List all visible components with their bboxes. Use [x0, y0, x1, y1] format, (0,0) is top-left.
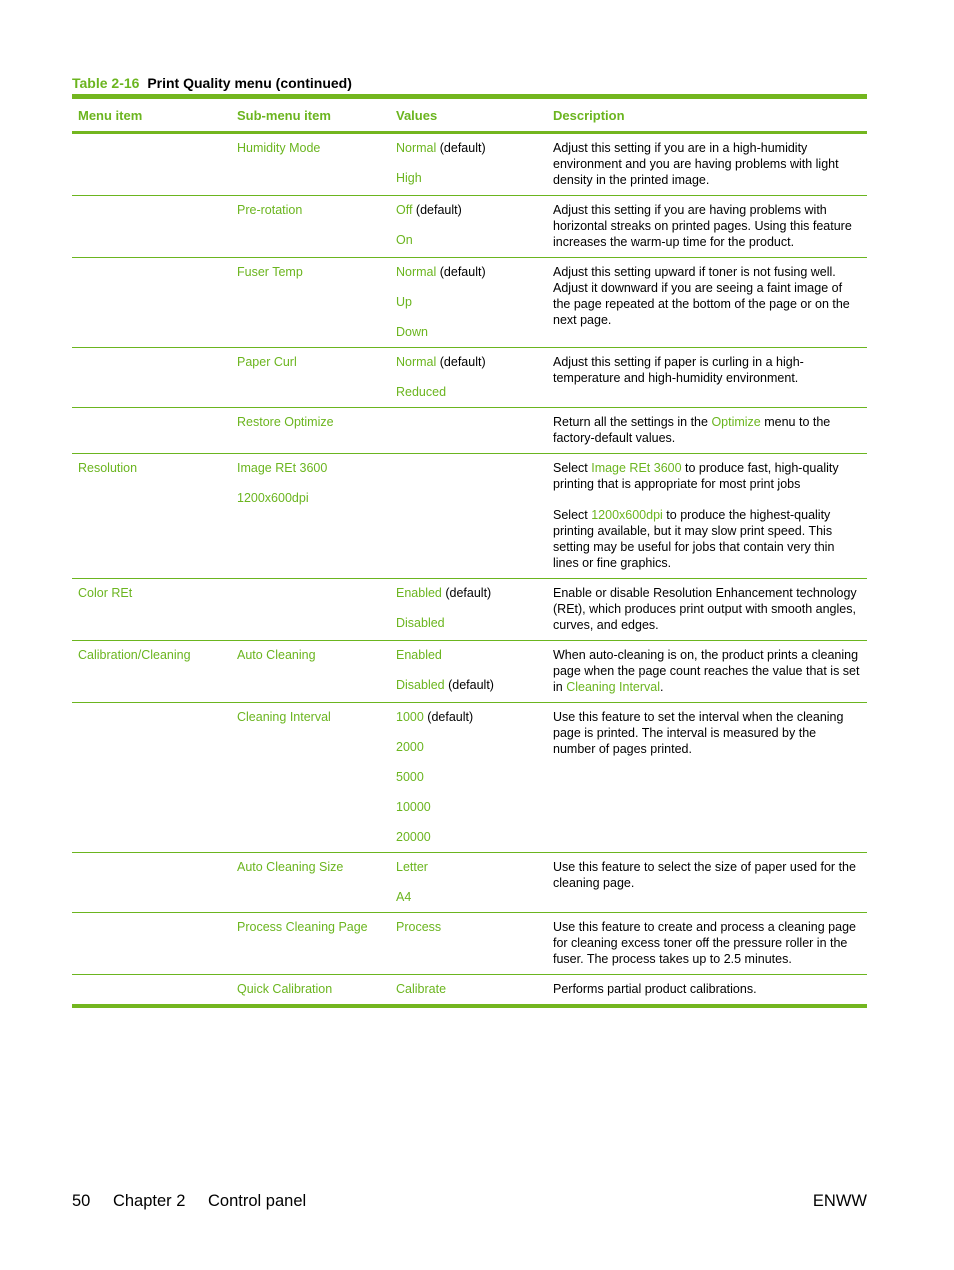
description-cell [547, 913, 867, 975]
value-option: 5000 [396, 770, 424, 784]
description-cell [547, 975, 867, 1007]
description-paragraph [553, 859, 861, 891]
footer-right: ENWW [812, 1192, 867, 1210]
value-option: Normal [396, 141, 437, 155]
menu-item: Calibration/Cleaning [78, 648, 191, 662]
description-text: Use this feature to create and process a cleaning page for cleaning excess toner off the pressure roller in the fuser. The process takes up to 2.5 minutes. [553, 920, 856, 966]
value-default-note: (default) [436, 265, 486, 279]
sub-menu-item: Restore Optimize [237, 415, 334, 429]
description-paragraph [553, 202, 861, 250]
description-paragraph [553, 414, 861, 446]
value-option: Disabled [396, 616, 445, 630]
description-text: Performs partial product calibrations. [553, 982, 757, 996]
value-option: Disabled [396, 678, 445, 692]
value-line [396, 859, 541, 875]
value-option: 1000 [396, 710, 424, 724]
description-paragraph [553, 585, 861, 633]
chapter-label: Chapter 2 [112, 1192, 186, 1210]
description-cell [547, 348, 867, 408]
value-default-note: (default) [444, 678, 494, 692]
description-text: Adjust this setting upward if toner is not fusing well. Adjust it downward if you are seeing a faint image of the page repeated at the bottom of the page or on the next page. [553, 265, 850, 327]
header-menu-item: Menu item [72, 97, 231, 133]
description-text: Use this feature to select the size of paper used for the cleaning page. [553, 860, 856, 890]
value-line [396, 709, 541, 725]
sub-menu-cell [231, 853, 390, 913]
value-option: A4 [396, 890, 412, 904]
value-option: Normal [396, 265, 437, 279]
value-line [396, 829, 541, 845]
value-default-note: (default) [412, 203, 462, 217]
description-cell [547, 454, 867, 579]
menu-item-cell [72, 133, 231, 196]
sub-menu-item: Auto Cleaning [237, 648, 316, 662]
sub-menu-cell [231, 348, 390, 408]
table-row [72, 913, 867, 975]
description-paragraph [553, 647, 861, 695]
table-row [72, 133, 867, 196]
description-cell [547, 258, 867, 348]
values-cell [390, 454, 547, 579]
description-paragraph [553, 140, 861, 188]
description-text: Enable or disable Resolution Enhancement technology (REt), which produces print output with smooth angles, curves, and edges. [553, 586, 857, 632]
menu-item: Color REt [78, 586, 133, 600]
value-line [396, 294, 541, 310]
sub-menu-cell [231, 133, 390, 196]
table-row [72, 348, 867, 408]
table-header-row [72, 97, 867, 133]
description-cell [547, 853, 867, 913]
description-paragraph [553, 981, 861, 997]
table-row [72, 454, 867, 579]
values-cell [390, 196, 547, 258]
value-option: Up [396, 295, 412, 309]
value-option: Down [396, 325, 428, 339]
value-option: Off [396, 203, 413, 217]
sub-menu-cell [231, 641, 390, 703]
value-option: Enabled [396, 586, 442, 600]
description-link-text: Optimize [711, 415, 761, 429]
table-title: Print Quality menu (continued) [147, 75, 352, 91]
description-text: Adjust this setting if you are in a high-humidity environment and you are having problems with light density in the printed image. [553, 141, 839, 187]
values-cell [390, 258, 547, 348]
table-body [72, 133, 867, 1007]
description-link-text: 1200x600dpi [591, 508, 663, 522]
sub-menu-item: Fuser Temp [237, 265, 303, 279]
value-line [396, 769, 541, 785]
menu-item-cell [72, 579, 231, 641]
description-cell [547, 408, 867, 454]
value-line [396, 264, 541, 280]
description-cell [547, 641, 867, 703]
table-row [72, 579, 867, 641]
sub-menu-item: Image REt 3600 [237, 461, 328, 475]
sub-menu-item: Pre-rotation [237, 203, 303, 217]
value-default-note: (default) [436, 141, 486, 155]
table-row [72, 196, 867, 258]
menu-item-cell [72, 913, 231, 975]
description-text: Adjust this setting if you are having problems with horizontal streaks on printed pages. Using this feature increases the warm-up time for the product. [553, 203, 852, 249]
value-option: Enabled [396, 648, 442, 662]
value-option: Normal [396, 355, 437, 369]
sub-menu-item: Process Cleaning Page [237, 920, 368, 934]
description-text: . [660, 680, 664, 694]
menu-item-cell [72, 975, 231, 1007]
value-line [396, 354, 541, 370]
description-cell [547, 196, 867, 258]
value-line [396, 615, 541, 631]
description-text: Adjust this setting if paper is curling in a high-temperature and high-humidity environment. [553, 355, 804, 385]
value-option: High [396, 171, 422, 185]
value-line [396, 585, 541, 601]
description-link-text: Cleaning Interval [566, 680, 661, 694]
values-cell [390, 703, 547, 853]
menu-item-cell [72, 853, 231, 913]
description-paragraph [553, 354, 861, 386]
values-cell [390, 641, 547, 703]
value-default-note: (default) [423, 710, 474, 724]
sub-menu-item: Paper Curl [237, 355, 297, 369]
description-paragraph [553, 919, 861, 967]
description-cell [547, 133, 867, 196]
section-label: Control panel [208, 1192, 307, 1210]
value-line [396, 232, 541, 248]
sub-menu-cell [231, 196, 390, 258]
values-cell [390, 133, 547, 196]
description-paragraph [553, 460, 861, 492]
values-cell [390, 408, 547, 454]
sub-menu-cell [231, 454, 390, 579]
menu-item-cell [72, 408, 231, 454]
menu-item-cell [72, 703, 231, 853]
description-text: to produce fast, high-quality printing that is appropriate for most print jobs [553, 461, 839, 491]
value-option: Calibrate [396, 982, 447, 996]
value-line [396, 170, 541, 186]
table-row [72, 408, 867, 454]
sub-menu-item: 1200x600dpi [237, 491, 309, 505]
description-text: Select [553, 508, 592, 522]
description-paragraph [553, 709, 861, 757]
value-line [396, 739, 541, 755]
sub-menu-item: Quick Calibration [237, 982, 333, 996]
value-option: On [396, 233, 413, 247]
description-text: to produce the highest-quality printing available, but it may slow print speed. This setting may be useful for jobs that contain very thin lines or fine graphics. [553, 508, 835, 570]
menu-item-cell [72, 348, 231, 408]
sub-menu-item: Cleaning Interval [237, 710, 331, 724]
sub-menu-cell [231, 913, 390, 975]
sub-menu-item: Humidity Mode [237, 141, 321, 155]
value-option: Letter [396, 860, 428, 874]
values-cell [390, 853, 547, 913]
page-number: 50 [72, 1192, 91, 1210]
value-default-note: (default) [436, 355, 486, 369]
value-line [396, 919, 541, 935]
value-line [396, 799, 541, 815]
value-option: 2000 [396, 740, 424, 754]
menu-item-cell [72, 641, 231, 703]
value-line [396, 384, 541, 400]
sub-menu-cell [231, 975, 390, 1007]
sub-menu-cell [231, 703, 390, 853]
description-text: Select [553, 461, 592, 475]
value-line [396, 647, 541, 663]
description-paragraph [553, 507, 861, 571]
menu-item-cell [72, 196, 231, 258]
value-option: Process [396, 920, 442, 934]
menu-item-cell [72, 258, 231, 348]
sub-menu-cell [231, 579, 390, 641]
table-caption [72, 75, 352, 91]
table-row [72, 853, 867, 913]
values-cell [390, 348, 547, 408]
value-option: 20000 [396, 830, 431, 844]
table-row [72, 258, 867, 348]
menu-item-cell [72, 454, 231, 579]
sub-menu-cell [231, 258, 390, 348]
value-line [396, 324, 541, 340]
description-text: menu to the factory-default values. [553, 415, 831, 445]
values-cell [390, 579, 547, 641]
description-text: Return all the settings in the [553, 415, 712, 429]
value-default-note: (default) [441, 586, 492, 600]
header-sub-menu-item: Sub-menu item [231, 97, 390, 133]
description-text: When auto-cleaning is on, the product prints a cleaning page when the page count reaches the value that is set in [553, 648, 860, 694]
value-line [396, 981, 541, 997]
table-row [72, 703, 867, 853]
description-text: Use this feature to set the interval when the cleaning page is printed. The interval is measured by the number of pages printed. [553, 710, 844, 756]
print-quality-table [72, 94, 867, 1008]
description-cell [547, 703, 867, 853]
description-paragraph [553, 264, 861, 328]
sub-menu-cell [231, 408, 390, 454]
value-option: 10000 [396, 800, 431, 814]
value-line [396, 677, 541, 693]
value-line [396, 202, 541, 218]
values-cell [390, 913, 547, 975]
values-cell [390, 975, 547, 1007]
description-cell [547, 579, 867, 641]
header-description: Description [547, 97, 867, 133]
table-row [72, 975, 867, 1007]
table-number: Table 2-16 [72, 75, 140, 91]
description-link-text: Image REt 3600 [591, 461, 682, 475]
value-option: Reduced [396, 385, 447, 399]
table-row [72, 641, 867, 703]
value-line [396, 140, 541, 156]
header-values: Values [390, 97, 547, 133]
menu-item: Resolution [78, 461, 138, 475]
value-line [396, 889, 541, 905]
footer-left [72, 1192, 306, 1211]
sub-menu-item: Auto Cleaning Size [237, 860, 344, 874]
